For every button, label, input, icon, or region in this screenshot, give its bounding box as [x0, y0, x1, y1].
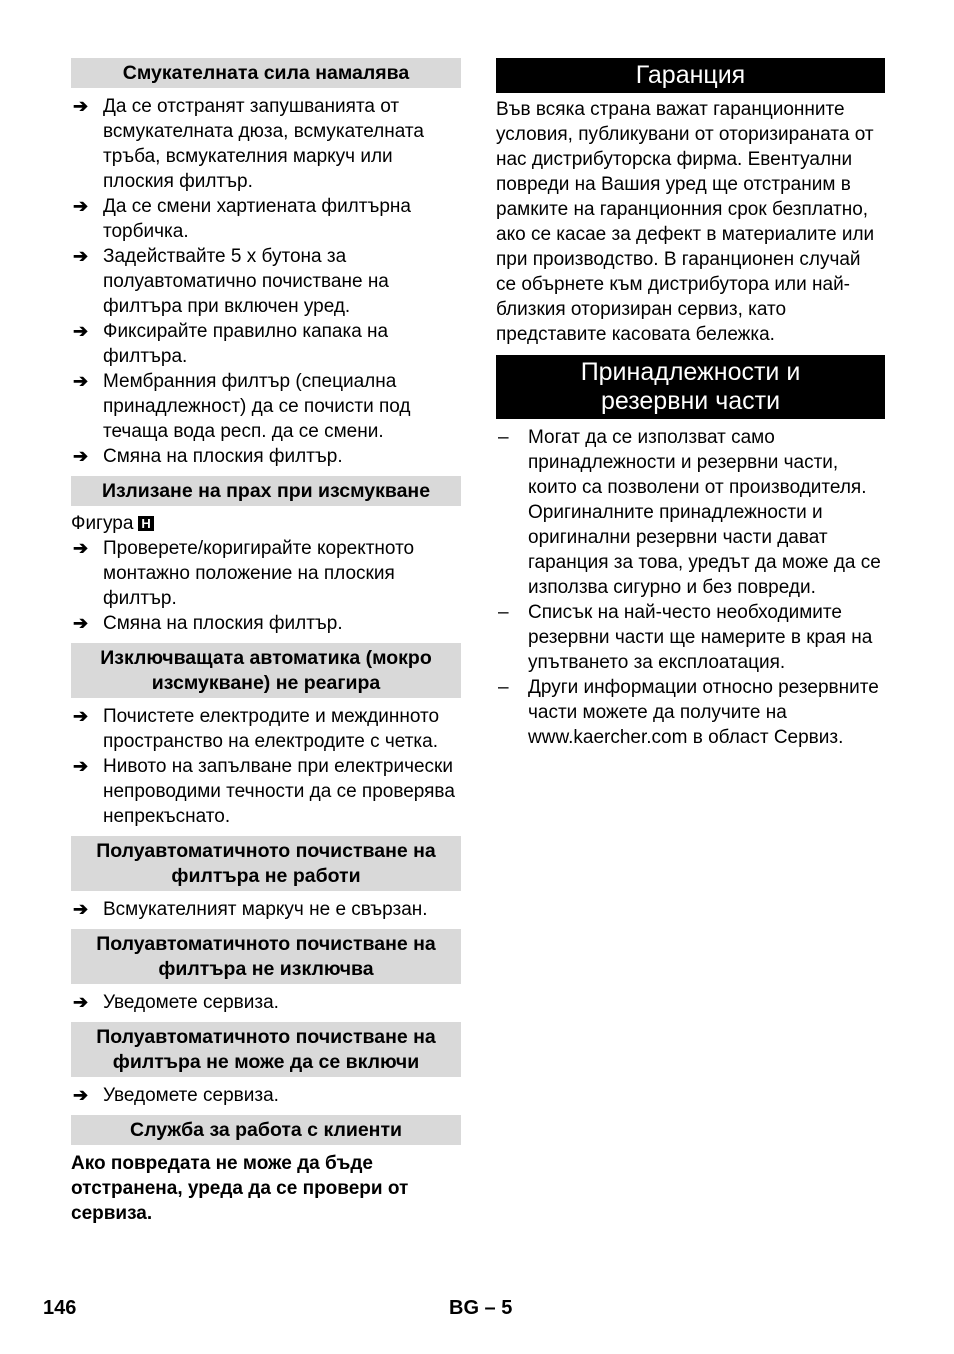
list-item: – Списък на най-често необходимите резервни части ще намерите в края на упътването за експлоатация. — [498, 602, 873, 673]
list-item: ➔ Всмукателният маркуч не е свързан. — [73, 899, 428, 920]
arrow-icon: ➔ — [73, 196, 89, 216]
figure-letter-badge: H — [138, 516, 153, 531]
list-item: ➔ Проверете/коригирайте коректното монтажно положение на плоския филтър. — [73, 538, 415, 609]
section-heading-cleaning-not-working: Полуавтоматичното почистване на филтъра не работи — [71, 836, 461, 891]
list-item: ➔ Уведомете сервиза. — [73, 1085, 279, 1106]
arrow-icon: ➔ — [73, 992, 89, 1012]
section-heading-cleaning-not-stopping: Полуавтоматичното почистване на филтъра не изключва — [71, 929, 461, 984]
suction-power-list — [71, 94, 461, 469]
list-item: ➔ Уведомете сервиза. — [73, 992, 279, 1013]
section-heading-suction-power: Смукателната сила намалява — [71, 58, 461, 88]
list-item: – Могат да се използват само принадлежности и резервни части, които са позволени от производителя. Оригиналните принадлежности и оригинални резервни части дават гаранция за това, уредът да може да се използва сигурно и без повреди. — [498, 427, 881, 598]
list-item: ➔ Задействайте 5 х бутона за полуавтоматично почистване на филтъра при включен уред. — [73, 246, 389, 317]
arrow-icon: ➔ — [73, 446, 89, 466]
accessories-title-line-2: резервни части — [600, 387, 781, 415]
section-heading-warranty: Гаранция — [496, 58, 885, 93]
cleaning-not-stopping-list — [71, 990, 461, 1015]
arrow-icon: ➔ — [73, 321, 89, 341]
list-item: ➔ Да се отстранят запушванията от всмукателната дюза, всмукателната тръба, всмукателния маркуч или плоския филтър. — [73, 96, 424, 192]
dust-emission-list — [71, 536, 461, 636]
list-item: ➔ Смяна на плоския филтър. — [73, 613, 343, 634]
arrow-icon: ➔ — [73, 246, 89, 266]
accessories-title-line-1: Принадлежности и — [580, 358, 801, 386]
arrow-icon: ➔ — [73, 613, 89, 633]
list-item: ➔ Почистете електродите и междинното пространство на електродите с четка. — [73, 706, 440, 752]
arrow-icon: ➔ — [73, 756, 89, 776]
section-heading-dust-emission: Излизане на прах при изсмукване — [71, 476, 461, 506]
page-section-code: BG – 5 — [449, 1297, 513, 1319]
accessories-list — [496, 425, 885, 750]
list-item: – Други информации относно резервните части можете да получите на www.kaercher.com в област Сервиз. — [498, 677, 879, 748]
arrow-icon: ➔ — [73, 96, 89, 116]
dash-icon: – — [498, 677, 509, 698]
customer-service-text: Ако повредата не може да бъде отстранена, уреда да се провери от сервиза. — [71, 1153, 409, 1224]
list-item: ➔ Мембранния филтър (специална принадлежност) да се почисти под течаща вода респ. да се смени. — [73, 371, 411, 442]
warranty-text: Във всяка страна важат гаранционните условия, публикувани от оторизираната от нас дистрибуторска фирма. Евентуални повреди на Вашия уред ще отстраним в рамките на гаранционния срок безплатно, ако се касае за дефект в материалите или при производство. В гаранционен случай се обърнете към дистрибутора или най-близкия оторизиран сервиз, като представите касовата бележка. — [496, 99, 875, 345]
arrow-icon: ➔ — [73, 371, 89, 391]
page-number: 146 — [43, 1297, 77, 1319]
right-column — [496, 58, 885, 757]
dash-icon: – — [498, 427, 509, 448]
section-heading-customer-service: Служба за работа с клиенти — [71, 1115, 461, 1145]
list-item: ➔ Смяна на плоския филтър. — [73, 446, 343, 467]
section-heading-shutoff-automatic: Изключващата автоматика (мокро изсмукване) не реагира — [71, 643, 461, 698]
left-column — [71, 58, 461, 1226]
cleaning-not-working-list — [71, 897, 461, 922]
list-item: ➔ Да се смени хартиената филтърна торбичка. — [73, 196, 411, 242]
shutoff-automatic-list — [71, 704, 461, 829]
list-item: ➔ Нивото на запълване при електрически непроводими течности да се проверява непрекъснато. — [73, 756, 455, 827]
arrow-icon: ➔ — [73, 899, 89, 919]
arrow-icon: ➔ — [73, 538, 89, 558]
list-item: ➔ Фиксирайте правилно капака на филтъра. — [73, 321, 389, 367]
figure-reference: Фигура H — [71, 511, 461, 536]
dash-icon: – — [498, 602, 509, 623]
section-heading-cleaning-not-starting: Полуавтоматичното почистване на филтъра не може да се включи — [71, 1022, 461, 1077]
cleaning-not-starting-list — [71, 1083, 461, 1108]
arrow-icon: ➔ — [73, 1085, 89, 1105]
arrow-icon: ➔ — [73, 706, 89, 726]
section-heading-accessories — [496, 355, 885, 419]
